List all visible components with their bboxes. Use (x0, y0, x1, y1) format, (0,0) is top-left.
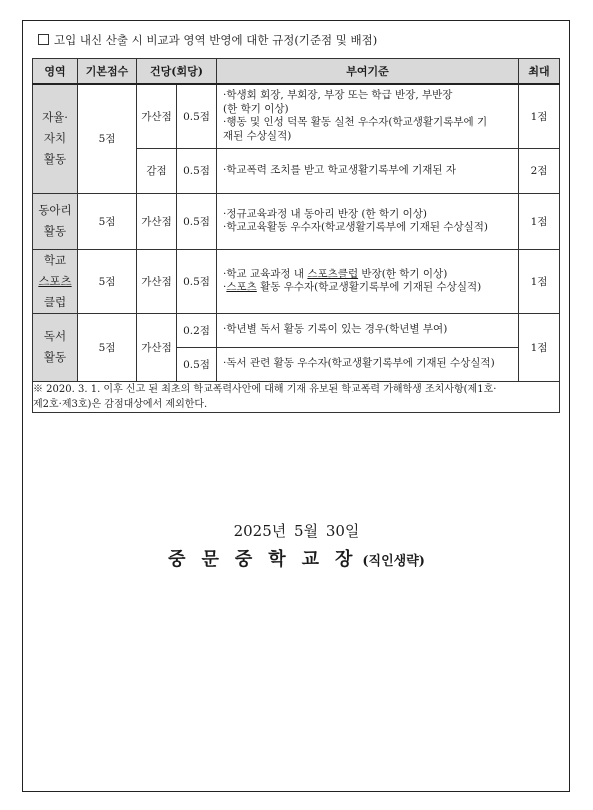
max-score: 1점 (519, 249, 560, 313)
heading-text: 고입 내신 산출 시 비교과 영역 반영에 대한 규정(기준점 및 배점) (54, 33, 378, 47)
area-cell: 학교 스포츠 클럽 (33, 249, 78, 313)
max-score: 2점 (519, 148, 560, 193)
area-cell: 독서 활동 (33, 313, 78, 381)
item-points: 0.5점 (177, 347, 217, 381)
rules-table (32, 58, 560, 413)
item-points: 0.5점 (177, 193, 217, 249)
item-type: 가산점 (137, 84, 177, 148)
section-heading (38, 32, 377, 48)
signatory (0, 545, 593, 571)
base-score: 5점 (78, 84, 137, 193)
area-cell: 동아리 활동 (33, 193, 78, 249)
item-points: 0.5점 (177, 249, 217, 313)
header-max: 최대 (519, 59, 560, 85)
item-points: 0.2점 (177, 313, 217, 347)
item-type: 감점 (137, 148, 177, 193)
table-row (33, 249, 560, 313)
table-row (33, 84, 560, 148)
item-type: 가산점 (137, 193, 177, 249)
criteria-cell: ·독서 관련 활동 우수자(학교생활기록부에 기재된 수상실적) (217, 347, 519, 381)
checkbox-icon (38, 34, 49, 45)
item-points: 0.5점 (177, 148, 217, 193)
max-score: 1점 (519, 313, 560, 381)
table-row (33, 193, 560, 249)
issue-date: 2025년 5월 30일 (233, 522, 360, 540)
base-score: 5점 (78, 193, 137, 249)
criteria-cell: ·학교 교육과정 내 스포츠클럽 반장(한 학기 이상) ·스포츠 활동 우수자(학교생활기록부에 기재된 수상실적) (217, 249, 519, 313)
header-item: 건당(회당) (137, 59, 217, 85)
base-score: 5점 (78, 313, 137, 381)
criteria-cell: ·학교폭력 조치를 받고 학교생활기록부에 기재된 자 (217, 148, 519, 193)
header-area: 영역 (33, 59, 78, 85)
item-points: 0.5점 (177, 84, 217, 148)
base-score: 5점 (78, 249, 137, 313)
seal-omitted-note: (직인생략) (362, 554, 425, 569)
item-type: 가산점 (137, 313, 177, 381)
school-name: 중문중학교장 (168, 549, 369, 570)
criteria-cell: ·학생회 회장, 부회장, 부장 또는 학급 반장, 부반장 (한 학기 이상) ·행동 및 인성 덕목 활동 실천 우수자(학교생활기록부에 기 재된 수상실적) (217, 84, 519, 148)
area-cell: 자율· 자치 활동 (33, 84, 78, 193)
criteria-cell: ·학년별 독서 활동 기록이 있는 경우(학년별 부여) (217, 313, 519, 347)
header-criteria: 부여기준 (217, 59, 519, 85)
item-type: 가산점 (137, 249, 177, 313)
max-score: 1점 (519, 84, 560, 148)
max-score: 1점 (519, 193, 560, 249)
footnote: ※ 2020. 3. 1. 이후 신고 된 최초의 학교폭력사안에 대해 기재 유보된 학교폭력 가해학생 조치사항(제1호· 제2호·제3호)은 감점대상에서 제외한다. (33, 381, 560, 412)
table-row (33, 313, 560, 347)
footnote-row (33, 381, 560, 412)
header-base: 기본점수 (78, 59, 137, 85)
header-row (33, 59, 560, 85)
criteria-cell: ·정규교육과정 내 동아리 반장 (한 학기 이상) ·학교교육활동 우수자(학교생활기록부에 기재된 수상실적) (217, 193, 519, 249)
